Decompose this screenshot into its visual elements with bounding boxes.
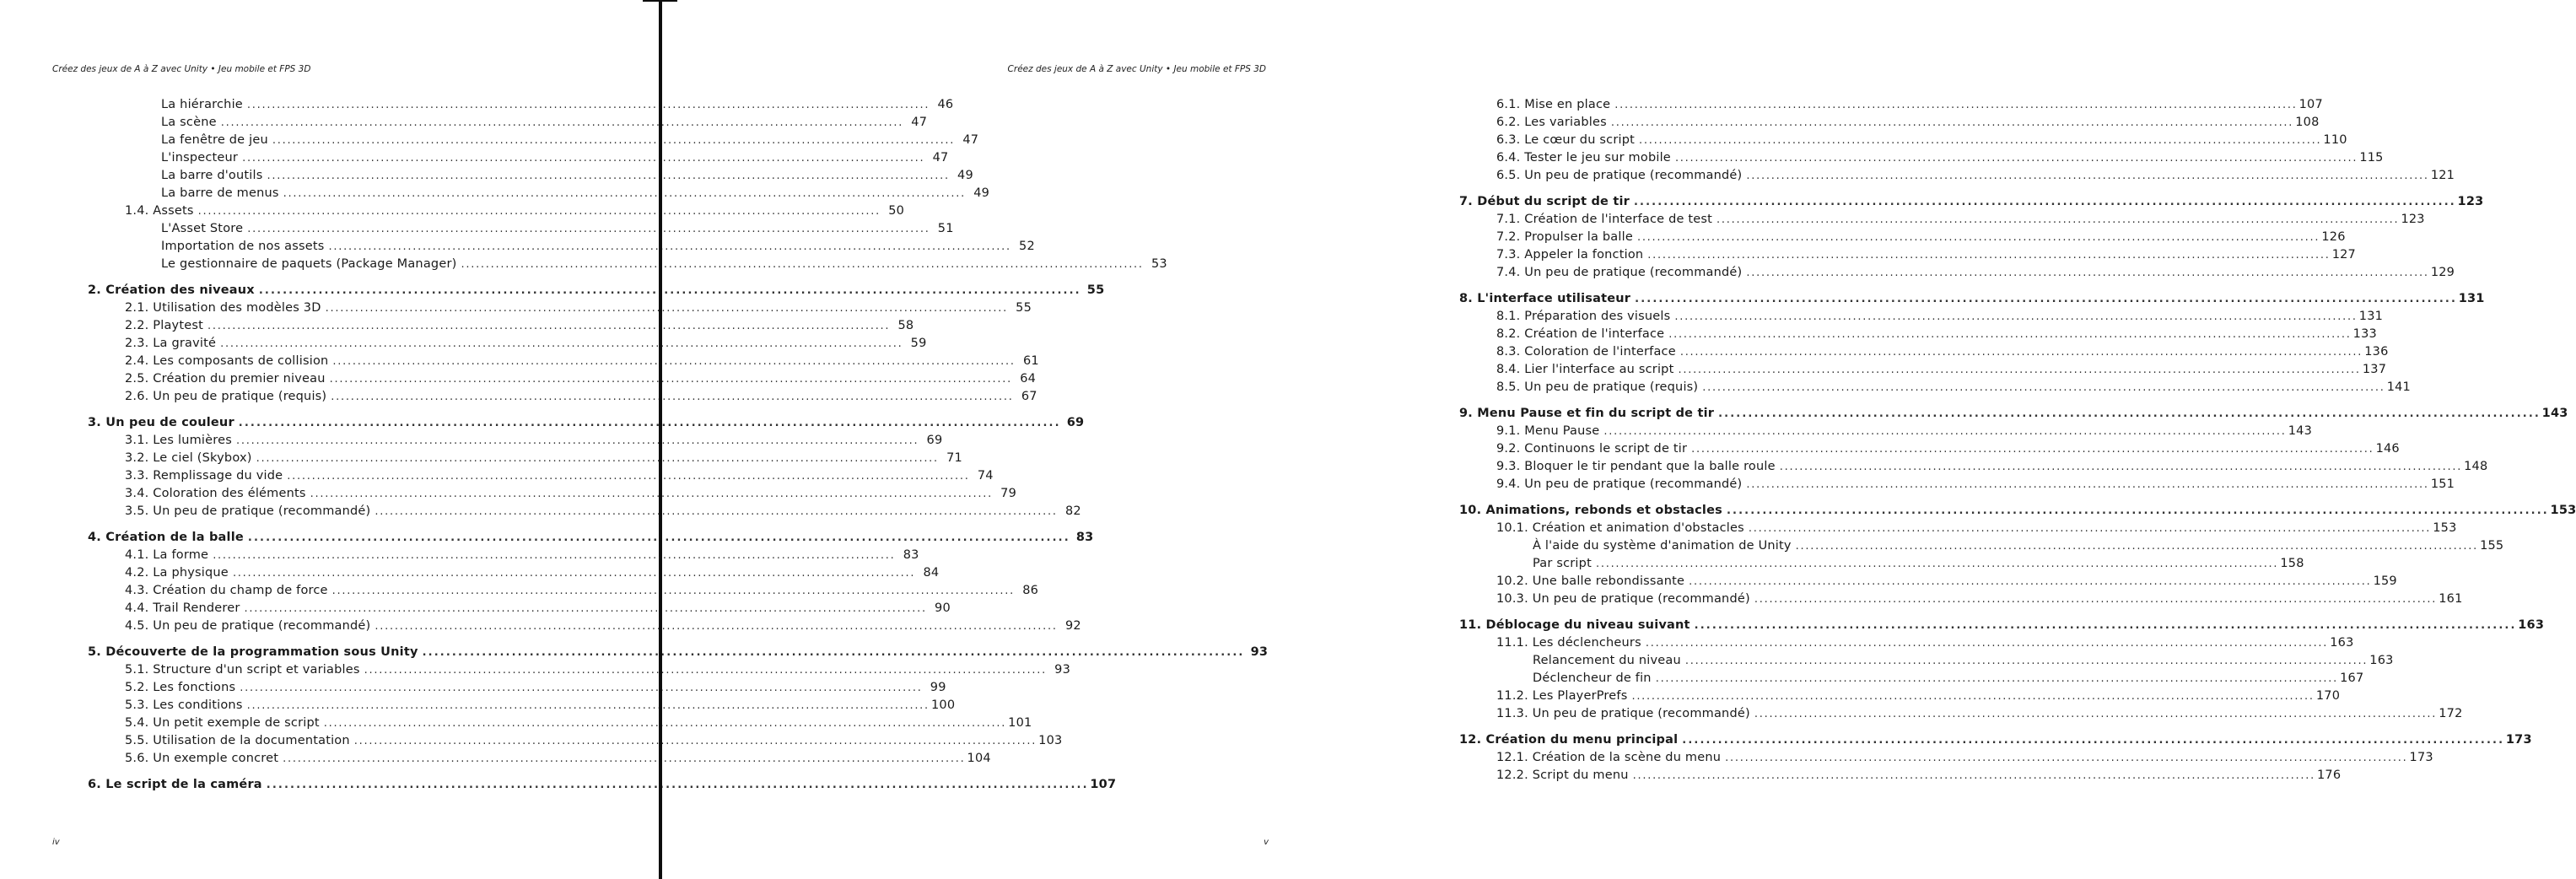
toc-entry-title: 9.2. Continuons le script de tir — [1496, 442, 1688, 456]
toc-entry-title: 4.5. Un peu de pratique (recommandé) — [125, 619, 371, 633]
toc-entry-title: À l'aide du système d'animation de Unity — [1533, 539, 1792, 553]
toc-section-entry — [88, 697, 956, 715]
left-page — [0, 0, 1269, 879]
dot-leader — [1678, 361, 2358, 379]
toc-entry-page: 53 — [1151, 257, 1167, 271]
toc-chapter-entry — [1459, 405, 2568, 423]
dot-leader — [1685, 652, 2365, 670]
toc-entry-page: 121 — [2430, 169, 2455, 182]
toc-entry-page: 133 — [2352, 327, 2377, 341]
toc-section-entry — [88, 370, 1037, 388]
dot-leader — [1639, 132, 2319, 149]
toc-entry-title: 8.1. Préparation des visuels — [1496, 310, 1671, 323]
dot-leader — [1611, 114, 2291, 132]
dot-leader — [1646, 634, 2325, 652]
toc-section-entry — [1459, 114, 2320, 132]
toc-entry-title: 4.1. La forme — [125, 548, 209, 562]
toc-entry-page: 146 — [2375, 442, 2400, 456]
toc-entry-page: 170 — [2315, 689, 2341, 703]
toc-entry-title: 4.4. Trail Renderer — [125, 601, 240, 615]
toc-entry-title: 1.4. Assets — [125, 204, 194, 218]
toc-entry-page: 136 — [2364, 345, 2389, 359]
toc-section-entry — [1459, 229, 2346, 246]
running-head: Créez des jeux de A à Z avec Unity • Jeu mobile et FPS 3D — [52, 64, 311, 74]
toc-entry-title: 3.5. Un peu de pratique (recommandé) — [125, 504, 371, 518]
toc-section-entry — [88, 661, 1070, 679]
toc-entry-title: 8. L'interface utilisateur — [1459, 292, 1631, 305]
toc-entry-page: 46 — [937, 98, 954, 111]
toc-entry-page: 86 — [1022, 584, 1039, 597]
toc-entry-page: 90 — [935, 601, 951, 615]
toc-section-entry — [1459, 308, 2384, 326]
toc-section-entry — [88, 149, 949, 167]
toc-chapter-entry — [88, 414, 1085, 432]
toc-entry-title: 2.5. Création du premier niveau — [125, 372, 326, 386]
toc-section-entry — [1459, 573, 2397, 590]
toc-list — [1459, 96, 2576, 785]
dot-leader — [1631, 688, 2311, 705]
toc-entry-title: 11. Déblocage du niveau suivant — [1459, 618, 1690, 632]
toc-entry-title: 3.3. Remplissage du vide — [125, 469, 283, 483]
toc-section-entry — [88, 485, 1017, 503]
toc-chapter-entry — [1459, 502, 2576, 520]
toc-entry-page: 131 — [2458, 292, 2485, 305]
toc-entry-title: 2.2. Playtest — [125, 319, 203, 332]
toc-entry-page: 123 — [2457, 195, 2484, 208]
toc-entry-page: 99 — [930, 681, 946, 694]
toc-section-entry — [1459, 96, 2323, 114]
running-head: Créez des jeux de A à Z avec Unity • Jeu mobile et FPS 3D — [1007, 64, 1266, 74]
toc-entry-page: 158 — [2280, 557, 2304, 570]
toc-section-entry — [1459, 326, 2377, 343]
dot-leader — [1796, 537, 2476, 555]
toc-section-entry — [1459, 211, 2425, 229]
toc-chapter-entry — [1459, 731, 2532, 749]
toc-entry-page: 100 — [930, 698, 956, 712]
toc-entry-page: 47 — [932, 151, 949, 164]
toc-entry-title: 7.4. Un peu de pratique (recommandé) — [1496, 266, 1743, 279]
dot-leader — [1716, 211, 2396, 229]
toc-entry-title: 5.2. Les fonctions — [125, 681, 236, 694]
toc-list — [88, 96, 1269, 794]
toc-entry-title: 6.1. Mise en place — [1496, 98, 1611, 111]
dot-leader — [1675, 149, 2355, 167]
toc-section-entry — [1459, 476, 2455, 493]
toc-section-entry — [88, 750, 991, 768]
toc-section-entry — [1459, 555, 2304, 573]
toc-section-entry — [1459, 343, 2389, 361]
toc-entry-page: 71 — [946, 451, 962, 465]
toc-chapter-entry — [1459, 290, 2485, 308]
toc-chapter-entry — [1459, 617, 2545, 634]
toc-entry-title: 5.5. Utilisation de la documentation — [125, 734, 350, 747]
toc-entry-title: 10. Animations, rebonds et obstacles — [1459, 504, 1722, 517]
dot-leader — [1725, 749, 2405, 767]
toc-entry-title: 5.4. Un petit exemple de script — [125, 716, 320, 730]
toc-entry-page: 74 — [977, 469, 994, 483]
toc-entry-page: 148 — [2464, 460, 2488, 473]
toc-entry-title: 12. Création du menu principal — [1459, 733, 1679, 747]
toc-section-entry — [88, 732, 1063, 750]
dot-leader — [1754, 590, 2434, 608]
toc-entry-title: 11.2. Les PlayerPrefs — [1496, 689, 1628, 703]
dot-leader — [1780, 458, 2460, 476]
toc-entry-page: 161 — [2439, 592, 2463, 606]
toc-section-entry — [88, 132, 979, 149]
dot-leader — [1689, 573, 2369, 590]
toc-entry-title: 4.3. Création du champ de force — [125, 584, 328, 597]
toc-entry-page: 176 — [2317, 768, 2342, 782]
toc-entry-title: 9.3. Bloquer le tir pendant que la balle roule — [1496, 460, 1776, 473]
toc-entry-title: La hiérarchie — [161, 98, 243, 111]
toc-entry-page: 84 — [923, 566, 940, 580]
dot-leader — [1691, 440, 2371, 458]
dot-leader — [1754, 705, 2434, 723]
toc-section-entry — [88, 335, 927, 353]
toc-section-entry — [88, 564, 940, 582]
toc-entry-title: 5. Découverte de la programmation sous Unity — [88, 645, 418, 659]
toc-entry-title: 2.4. Les composants de collision — [125, 354, 329, 368]
toc-entry-page: 163 — [2369, 654, 2394, 667]
toc-section-entry — [88, 202, 905, 220]
dot-leader — [1635, 290, 2455, 308]
toc-entry-title: 6.5. Un peu de pratique (recommandé) — [1496, 169, 1743, 182]
toc-section-entry — [1459, 440, 2400, 458]
toc-entry-title: Par script — [1533, 557, 1592, 570]
toc-entry-title: 7.1. Création de l'interface de test — [1496, 213, 1713, 226]
toc-entry-title: 3. Un peu de couleur — [88, 416, 234, 429]
toc-entry-title: 3.4. Coloration des éléments — [125, 487, 306, 500]
toc-entry-page: 107 — [2298, 98, 2323, 111]
dot-leader — [1633, 767, 2313, 785]
toc-entry-title: L'Asset Store — [161, 222, 244, 235]
toc-chapter-entry — [1459, 193, 2484, 211]
toc-entry-title: Importation de nos assets — [161, 240, 325, 253]
toc-entry-page: 104 — [967, 752, 991, 765]
toc-chapter-entry — [88, 776, 1117, 794]
toc-entry-page: 143 — [2541, 407, 2568, 420]
toc-entry-title: L'inspecteur — [161, 151, 239, 164]
dot-leader — [1727, 502, 2546, 520]
toc-section-entry — [88, 353, 1039, 370]
toc-entry-page: 153 — [2550, 504, 2576, 517]
toc-entry-title: 6.2. Les variables — [1496, 116, 1607, 129]
toc-entry-page: 50 — [888, 204, 905, 218]
toc-entry-title: 5.3. Les conditions — [125, 698, 243, 712]
toc-entry-page: 51 — [937, 222, 954, 235]
toc-entry-title: La barre de menus — [161, 186, 279, 200]
dot-leader — [1647, 246, 2327, 264]
toc-section-entry — [88, 432, 943, 450]
toc-entry-title: 3.2. Le ciel (Skybox) — [125, 451, 252, 465]
dot-leader — [1746, 264, 2426, 282]
toc-section-entry — [88, 547, 919, 564]
toc-entry-page: 137 — [2362, 363, 2387, 376]
toc-section-entry — [88, 388, 1037, 406]
toc-section-entry — [88, 299, 1032, 317]
toc-entry-title: 6.3. Le cœur du script — [1496, 133, 1636, 147]
dot-leader — [1746, 167, 2426, 185]
toc-entry-page: 59 — [910, 337, 927, 350]
dot-leader — [1668, 326, 2348, 343]
toc-entry-page: 167 — [2340, 671, 2364, 685]
book-spine-gutter — [659, 0, 662, 879]
toc-chapter-entry — [88, 644, 1269, 661]
toc-entry-title: 5.1. Structure d'un script et variables — [125, 663, 360, 677]
toc-section-entry — [1459, 149, 2384, 167]
toc-section-entry — [88, 238, 1035, 256]
toc-entry-title: 8.2. Création de l'interface — [1496, 327, 1665, 341]
dot-leader — [1680, 343, 2360, 361]
page-number: v — [1264, 838, 1269, 847]
toc-entry-title: 2. Création des niveaux — [88, 283, 255, 297]
toc-entry-page: 82 — [1064, 504, 1081, 518]
toc-entry-page: 64 — [1020, 372, 1037, 386]
toc-section-entry — [1459, 520, 2457, 537]
toc-entry-title: 10.2. Une balle rebondissante — [1496, 574, 1685, 588]
toc-section-entry — [88, 617, 1081, 635]
toc-entry-page: 155 — [2480, 539, 2504, 553]
toc-entry-page: 127 — [2331, 248, 2356, 262]
toc-entry-page: 126 — [2321, 230, 2346, 244]
toc-section-entry — [1459, 705, 2463, 723]
toc-section-entry — [88, 582, 1039, 600]
toc-section-entry — [88, 600, 951, 617]
dot-leader — [1614, 96, 2294, 114]
toc-entry-title: 9.1. Menu Pause — [1496, 424, 1600, 438]
toc-section-entry — [1459, 749, 2433, 767]
toc-entry-page: 92 — [1064, 619, 1081, 633]
toc-entry-title: 2.6. Un peu de pratique (requis) — [125, 390, 327, 403]
toc-entry-title: 2.3. La gravité — [125, 337, 217, 350]
toc-entry-page: 103 — [1038, 734, 1063, 747]
toc-entry-page: 115 — [2359, 151, 2384, 164]
dot-leader — [1682, 731, 2502, 749]
toc-entry-page: 55 — [1016, 301, 1032, 315]
toc-section-entry — [88, 220, 954, 238]
toc-entry-page: 151 — [2430, 477, 2455, 491]
toc-section-entry — [1459, 132, 2347, 149]
dot-leader — [1656, 670, 2336, 688]
toc-entry-page: 47 — [962, 133, 979, 147]
toc-section-entry — [1459, 767, 2342, 785]
toc-entry-page: 83 — [1075, 531, 1094, 544]
toc-entry-title: 10.3. Un peu de pratique (recommandé) — [1496, 592, 1750, 606]
toc-section-entry — [88, 114, 928, 132]
toc-section-entry — [1459, 688, 2341, 705]
toc-section-entry — [1459, 652, 2394, 670]
toc-entry-title: 7. Début du script de tir — [1459, 195, 1630, 208]
toc-entry-page: 58 — [897, 319, 914, 332]
toc-entry-title: 7.3. Appeler la fonction — [1496, 248, 1644, 262]
toc-section-entry — [1459, 246, 2356, 264]
toc-entry-page: 163 — [2330, 636, 2354, 650]
toc-entry-page: 55 — [1086, 283, 1105, 297]
toc-entry-title: 6. Le script de la caméra — [88, 778, 262, 791]
toc-section-entry — [88, 503, 1081, 520]
toc-section-entry — [1459, 264, 2455, 282]
toc-entry-page: 101 — [1008, 716, 1032, 730]
toc-entry-page: 83 — [903, 548, 919, 562]
toc-section-entry — [88, 256, 1167, 273]
toc-entry-title: 5.6. Un exemple concret — [125, 752, 279, 765]
toc-entry-page: 153 — [2433, 521, 2457, 535]
toc-entry-title: 3.1. Les lumières — [125, 434, 232, 447]
toc-section-entry — [88, 679, 946, 697]
dot-leader — [1746, 476, 2426, 493]
toc-entry-page: 173 — [2409, 751, 2433, 764]
toc-entry-title: 9. Menu Pause et fin du script de tir — [1459, 407, 1715, 420]
toc-section-entry — [88, 317, 914, 335]
dot-leader — [1718, 405, 2538, 423]
toc-entry-page: 172 — [2439, 707, 2463, 720]
toc-entry-page: 110 — [2323, 133, 2347, 147]
toc-entry-title: 4. Création de la balle — [88, 531, 244, 544]
toc-chapter-entry — [88, 529, 1094, 547]
toc-entry-title: La barre d'outils — [161, 169, 263, 182]
dot-leader — [1695, 617, 2514, 634]
toc-section-entry — [88, 467, 994, 485]
toc-entry-page: 93 — [1054, 663, 1070, 677]
dot-leader — [1749, 520, 2428, 537]
dot-leader — [1603, 423, 2283, 440]
toc-entry-page: 131 — [2358, 310, 2384, 323]
toc-entry-title: 4.2. La physique — [125, 566, 229, 580]
toc-entry-page: 49 — [973, 186, 990, 200]
toc-entry-title: 8.5. Un peu de pratique (requis) — [1496, 380, 1699, 394]
toc-entry-page: 47 — [911, 116, 928, 129]
toc-section-entry — [1459, 167, 2455, 185]
toc-section-entry — [88, 185, 990, 202]
toc-section-entry — [1459, 634, 2354, 652]
toc-entry-page: 93 — [1250, 645, 1269, 659]
toc-section-entry — [88, 715, 1032, 732]
toc-section-entry — [88, 96, 954, 114]
toc-entry-page: 67 — [1021, 390, 1037, 403]
toc-entry-page: 141 — [2386, 380, 2411, 394]
toc-section-entry — [1459, 423, 2313, 440]
toc-entry-title: 10.1. Création et animation d'obstacles — [1496, 521, 1744, 535]
toc-section-entry — [1459, 590, 2463, 608]
toc-entry-title: 7.2. Propulser la balle — [1496, 230, 1633, 244]
toc-section-entry — [88, 167, 973, 185]
dot-leader — [1637, 229, 2317, 246]
toc-chapter-entry — [88, 282, 1105, 299]
toc-entry-title: 8.3. Coloration de l'interface — [1496, 345, 1676, 359]
toc-entry-page: 108 — [2295, 116, 2320, 129]
toc-entry-page: 143 — [2288, 424, 2313, 438]
toc-entry-page: 129 — [2430, 266, 2455, 279]
toc-entry-page: 69 — [926, 434, 943, 447]
toc-entry-page: 69 — [1066, 416, 1085, 429]
toc-entry-title: 11.1. Les déclencheurs — [1496, 636, 1641, 650]
toc-entry-page: 49 — [957, 169, 973, 182]
toc-entry-title: 6.4. Tester le jeu sur mobile — [1496, 151, 1671, 164]
toc-section-entry — [1459, 379, 2411, 396]
toc-entry-title: La fenêtre de jeu — [161, 133, 268, 147]
toc-entry-title: Déclencheur de fin — [1533, 671, 1652, 685]
toc-entry-title: 8.4. Lier l'interface au script — [1496, 363, 1674, 376]
toc-entry-title: La scène — [161, 116, 217, 129]
right-page — [663, 0, 2576, 879]
dot-leader — [1674, 308, 2354, 326]
dot-leader — [1596, 555, 2276, 573]
dot-leader — [1634, 193, 2454, 211]
toc-entry-title: Relancement du niveau — [1533, 654, 1681, 667]
page-number: iv — [52, 838, 60, 847]
toc-entry-page: 159 — [2373, 574, 2397, 588]
dot-leader — [1702, 379, 2382, 396]
toc-section-entry — [1459, 361, 2387, 379]
toc-section-entry — [1459, 670, 2364, 688]
toc-entry-title: Le gestionnaire de paquets (Package Manager) — [161, 257, 457, 271]
toc-entry-title: 11.3. Un peu de pratique (recommandé) — [1496, 707, 1750, 720]
toc-section-entry — [88, 450, 962, 467]
toc-section-entry — [1459, 458, 2488, 476]
toc-entry-page: 107 — [1090, 778, 1117, 791]
toc-entry-page: 61 — [1022, 354, 1039, 368]
toc-section-entry — [1459, 537, 2504, 555]
toc-entry-page: 52 — [1019, 240, 1035, 253]
toc-entry-title: 12.1. Création de la scène du menu — [1496, 751, 1722, 764]
toc-entry-title: 12.2. Script du menu — [1496, 768, 1629, 782]
toc-entry-page: 123 — [2401, 213, 2425, 226]
toc-entry-title: 9.4. Un peu de pratique (recommandé) — [1496, 477, 1743, 491]
toc-entry-page: 163 — [2518, 618, 2545, 632]
toc-entry-page: 173 — [2505, 733, 2532, 747]
toc-entry-page: 79 — [1000, 487, 1017, 500]
toc-entry-title: 2.1. Utilisation des modèles 3D — [125, 301, 321, 315]
